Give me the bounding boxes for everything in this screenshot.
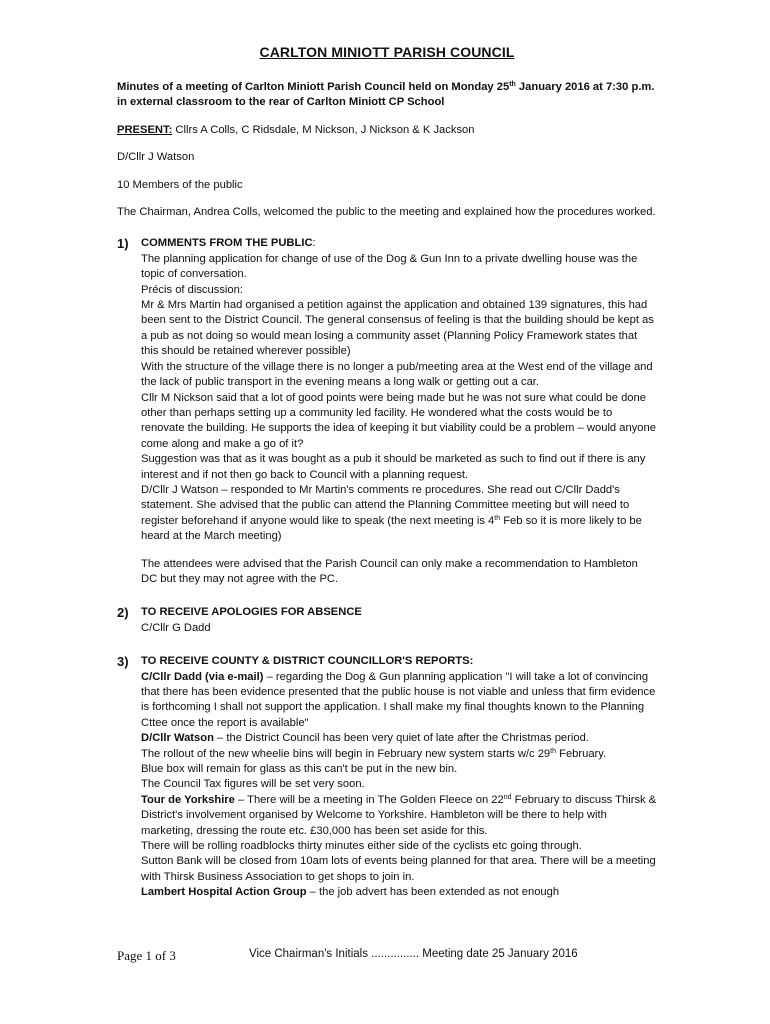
document-title: CARLTON MINIOTT PARISH COUNCIL — [259, 44, 515, 60]
meeting-intro — [117, 80, 657, 111]
paragraph: Tour de Yorkshire – There will be a meeting in The Golden Fleece on 22nd February to discuss Thirsk & District's involvement organised by Welcome to Yorkshire. Hambleton will be there to help with marketing, dressing the route etc. £30,000 has been set aside for this. — [141, 793, 657, 837]
chairman-welcome: The Chairman, Andrea Colls, welcomed the public to the meeting and explained how the procedures worked. — [117, 206, 656, 219]
paragraph: The planning application for change of use of the Dog & Gun Inn to a private dwelling house was the topic of conversation. — [141, 252, 638, 281]
paragraph: Suggestion was that as it was bought as a pub it should be marketed as such to find out if there is any interest and if not then go back to Council with a planning request. — [141, 453, 646, 481]
section-number: 2) — [117, 605, 129, 621]
paragraph: Lambert Hospital Action Group – the job advert has been extended as not enough — [141, 886, 560, 899]
paragraph: C/Cllr Dadd (via e-mail) – regarding the Dog & Gun planning application "I will take a lot of convincing that there has been evidence presented that the public house is not viable and unless that firm evidence is forthcoming I shall not support the application. I shall make my final thoughts known to the Planning Cttee once the report is available" — [141, 670, 656, 729]
present-line — [117, 123, 657, 138]
section-heading: COMMENTS FROM THE PUBLIC: — [141, 237, 316, 250]
section-heading: TO RECEIVE APOLOGIES FOR ABSENCE — [141, 606, 362, 619]
paragraph: Sutton Bank will be closed from 10am lots of events being planned for that area. There will be a meeting with Thirsk Business Association to get shops to join in. — [141, 855, 656, 883]
paragraph: The attendees were advised that the Parish Council can only make a recommendation to Hambleton DC but they may not agree with the PC. — [141, 557, 638, 585]
paragraph: Mr & Mrs Martin had organised a petition against the application and obtained 139 signatures, this had been sent to the District Council. The general consensus of feeling is that the building should be kept as a pub as not doing so would mean losing a community asset (Planning Policy Framework states that this should be retained wherever possible) — [141, 299, 654, 358]
paragraph: With the structure of the village there is no longer a pub/meeting area at the West end of the village and the lack of public transport in the evening means a long walk or getting out a car. — [141, 360, 653, 389]
paragraph: There will be rolling roadblocks thirty minutes either side of the cyclists etc going through. — [141, 840, 582, 853]
paragraph: D/Cllr J Watson – responded to Mr Martin's comments re procedures. She read out C/Cllr Dadd's statement. She advised that the public can attend the Planning Committee meeting but will need to register beforehand if anyone would like to speak (the next meeting is 4th Feb so it is more likely to be heard at the March meeting) — [141, 483, 642, 543]
paragraph: Cllr M Nickson said that a lot of good points were being made but he was not sure what could be done other than perhaps setting up a community led facility. He wondered what the costs would be to renovate the building. He supports the idea of keeping it but viability could be a problem – would anyone come along and make a go of it? — [141, 391, 656, 450]
section-3 — [117, 654, 657, 901]
initials-line: Vice Chairman's Initials ............... Meeting date 25 January 2016 — [249, 948, 578, 960]
intro-sup: th — [509, 81, 516, 88]
paragraph: D/Cllr Watson – the District Council has been very quiet of late after the Christmas period. — [141, 732, 589, 745]
present-label: PRESENT: — [117, 123, 173, 136]
paragraph: Blue box will remain for glass as this can't be put in the new bin. — [141, 763, 458, 776]
section-number: 1) — [117, 236, 129, 252]
district-councillor: D/Cllr J Watson — [117, 151, 195, 164]
paragraph: Précis of discussion: — [141, 283, 243, 296]
present-text: Cllrs A Colls, C Ridsdale, M Nickson, J Nickson & K Jackson — [172, 123, 475, 136]
intro-text: Minutes of a meeting of Carlton Miniott Parish Council held on Monday 25 — [117, 81, 510, 93]
page-number: Page 1 of 3 — [117, 948, 176, 963]
document-page — [117, 40, 657, 901]
paragraph: C/Cllr G Dadd — [141, 621, 211, 634]
section-1 — [117, 236, 657, 587]
section-2 — [117, 605, 657, 636]
paragraph: The rollout of the new wheelie bins will begin in February new system starts w/c 29th February. — [141, 747, 607, 760]
members-of-public: 10 Members of the public — [117, 178, 243, 191]
intro-text-2: January 2016 at 7:30 p.m. in external classroom to the rear of Carlton Miniott CP School — [117, 81, 655, 109]
paragraph: The Council Tax figures will be set very soon. — [141, 778, 365, 791]
section-number: 3) — [117, 654, 129, 670]
section-heading: TO RECEIVE COUNTY & DISTRICT COUNCILLOR'S REPORTS: — [141, 655, 474, 668]
